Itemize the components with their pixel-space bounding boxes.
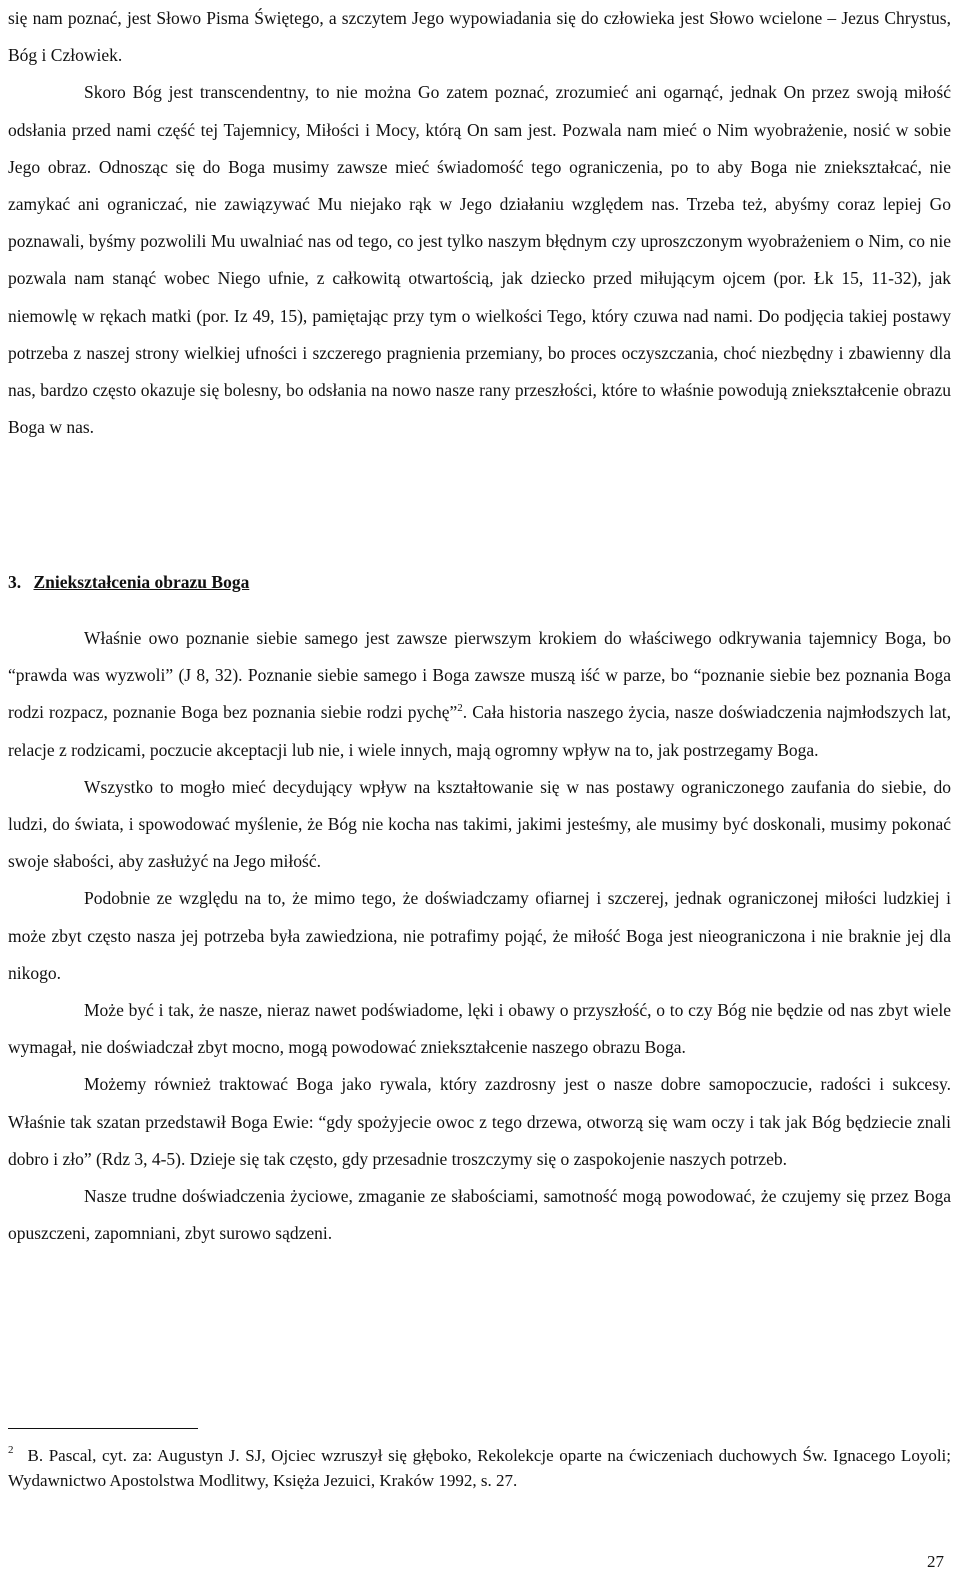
top-text-block	[8, 0, 951, 446]
paragraph-self-knowledge-start: Właśnie owo poznanie siebie samego jest zawsze pierwszym krokiem do właściwego odkrywania tajemnicy Boga, bo “prawda was wyzwoli” (J 8, 32). Poznanie siebie samego i Boga zawsze muszą iść w parze, bo “poznanie siebie bez poznania Boga rodzi rozpacz, poznanie Boga bez poznania siebie rodzi pychę”	[8, 628, 951, 723]
section-title: Zniekształcenia obrazu Boga	[33, 572, 250, 592]
section-heading	[8, 570, 249, 594]
paragraph-self-knowledge	[8, 620, 951, 769]
section-text-block	[8, 620, 951, 1252]
paragraph-fears: Może być i tak, że nasze, nieraz nawet podświadome, lęki i obawy o przyszłość, o to czy Bóg nie będzie od nas zbyt wiele wymagał, nie doświadczał zbyt mocno, mogą powodować zniekształcenie naszego obrazu Boga.	[8, 1000, 951, 1058]
footnote-text: B. Pascal, cyt. za: Augustyn J. SJ, Ojciec wzruszył się głęboko, Rekolekcje oparte na ćwiczeniach duchowych Św. Ignacego Loyoli; Wydawnictwo Apostolstwa Modlitwy, Księża Jezuici, Kraków 1992, s. 27.	[8, 1446, 951, 1490]
paragraph-limited-love: Podobnie ze względu na to, że mimo tego, że doświadczamy ofiarnej i szczerej, jednak ograniczonej miłości ludzkiej i może zbyt często nasza jej potrzeba była zawiedziona, nie potrafimy pojąć, że miłość Boga jest nieograniczona i nie braknie jej dla nikogo.	[8, 888, 951, 983]
paragraph-limited-trust: Wszystko to mogło mieć decydujący wpływ na kształtowanie się w nas postawy ograniczonego zaufania do siebie, do ludzi, do świata, i spowodować myślenie, że Bóg nie kocha nas takimi, jakimi jesteśmy, ale musimy być doskonali, musimy pokonać swoje słabości, aby zasłużyć na Jego miłość.	[8, 776, 951, 872]
footnote-separator	[8, 1428, 198, 1429]
section-number: 3.	[8, 572, 22, 592]
paragraph-transcendence: Skoro Bóg jest transcendentny, to nie można Go zatem poznać, zrozumieć ani ogarnąć, jednak On przez swoją miłość odsłania przed nami część tej Tajemnicy, Miłości i Mocy, którą On sam jest. Pozwala nam mieć o Nim wyobrażenie, nosić w sobie Jego obraz. Odnosząc się do Boga musimy zawsze mieć świadomość tego ograniczenia, po to aby Boga nie zniekształcać, nie zamykać ani ograniczać, nie zawiązywać Mu niejako rąk w Jego działaniu względem nas. Trzeba też, abyśmy coraz lepiej Go poznawali, byśmy pozwolili Mu uwalniać nas od tego, co jest tylko naszym błędnym czy uproszczonym wyobrażeniem o Nim, co nie pozwala nam stanąć wobec Niego ufnie, z całkowitą otwartością, jak dziecko przed miłującym ojcem (por. Łk 15, 11-32), jak niemowlę w rękach matki (por. Iz 49, 15), pamiętając przy tym o wielkości Tego, który czuwa nad nami. Do podjęcia takiej postawy potrzeba z naszej strony wielkiej ufności i szczerego pragnienia przemiany, bo proces oczyszczania, choć niezbędny i zbawienny dla nas, bardzo często okazuje się bolesny, bo odsłania na nowo nasze rany przeszłości, które to właśnie powodują zniekształcenie obrazu Boga w nas.	[8, 82, 951, 438]
paragraph-self-knowledge-end: . Cała historia naszego życia, nasze doświadczenia najmłodszych lat, relacje z rodzicami, poczucie akceptacji lub nie, i wiele innych, mają ogromny wpływ na to, jak postrzegamy Boga.	[8, 702, 951, 760]
paragraph-rival: Możemy również traktować Boga jako rywala, który zazdrosny jest o nasze dobre samopoczucie, radości i sukcesy. Właśnie tak szatan przedstawił Boga Ewie: “gdy spożyjecie owoc z tego drzewa, otworzą się wam oczy i tak jak Bóg będziecie znali dobro i zło” (Rdz 3, 4-5). Dzieje się tak często, gdy przesadnie troszczymy się o zaspokojenie naszych potrzeb.	[8, 1074, 951, 1169]
paragraph-hard-experiences: Nasze trudne doświadczenia życiowe, zmaganie ze słabościami, samotność mogą powodować, że czujemy się przez Boga opuszczeni, zapomniani, zbyt surowo sądzeni.	[8, 1186, 951, 1244]
footnote	[8, 1438, 951, 1493]
footnote-reference[interactable]: 2	[457, 702, 463, 715]
paragraph-continued: się nam poznać, jest Słowo Pisma Świętego, a szczytem Jego wypowiadania się do człowieka jest Słowo wcielone – Jezus Chrystus, Bóg i Człowiek.	[8, 8, 951, 66]
footnote-marker: 2	[8, 1444, 14, 1456]
page-number: 27	[927, 1552, 944, 1571]
